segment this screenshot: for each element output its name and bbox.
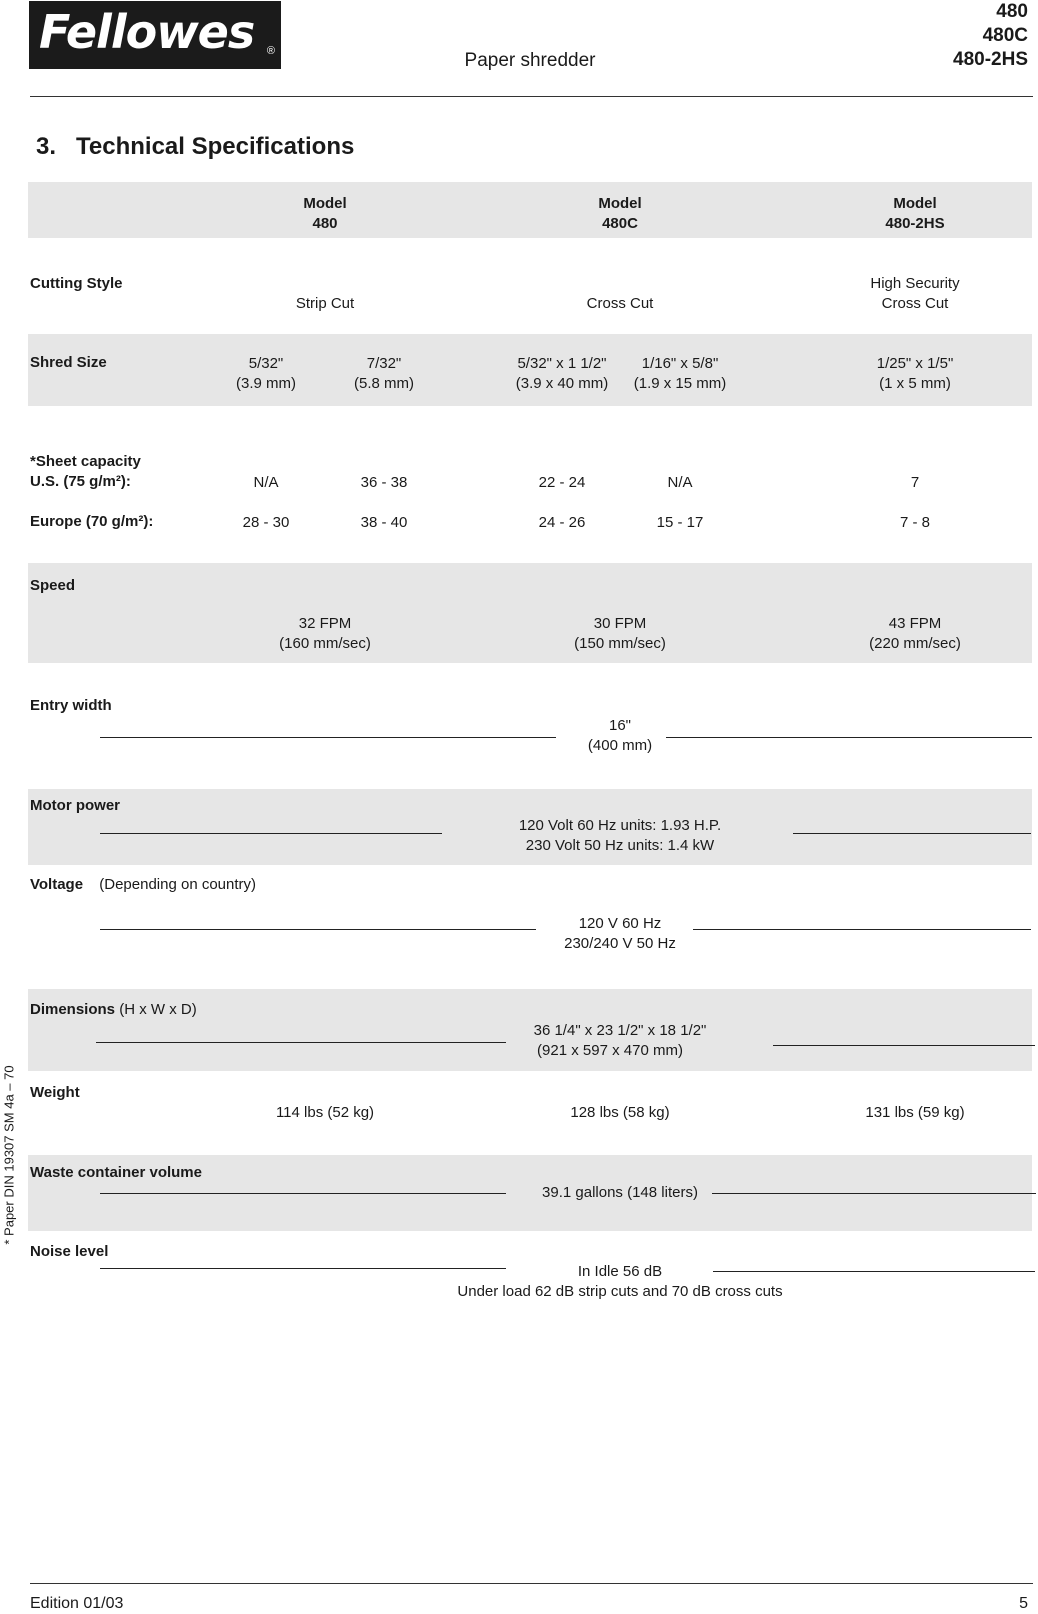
model-480: 480: [996, 1, 1028, 22]
noise-label: Noise level: [30, 1243, 109, 1260]
edition: Edition 01/03: [30, 1595, 124, 1612]
weight-480-2hs: 131 lbs (59 kg): [865, 1104, 965, 1121]
shred-size-in: 5/32" x 1 1/2": [517, 355, 607, 372]
section-title: 3. Technical Specifications: [36, 133, 355, 160]
model-480-2hs: 480-2HS: [953, 49, 1028, 70]
dimensions-line-right: [773, 1045, 1035, 1046]
motor-power-label: Motor power: [30, 797, 120, 814]
cutting-style-line1: High Security: [870, 275, 960, 292]
sheet-eu-480c-a: 24 - 26: [538, 514, 586, 531]
noise-load: Under load 62 dB strip cuts and 70 dB cross cuts: [457, 1283, 783, 1300]
brand-name: Fellowes: [39, 5, 255, 59]
shred-size-in: 5/32": [248, 355, 284, 372]
noise-idle: In Idle 56 dB: [577, 1263, 663, 1280]
shred-size-mm: (3.9 mm): [236, 375, 296, 392]
dimensions-value: [480, 1021, 760, 1061]
col-header-label: Model: [303, 195, 347, 212]
speed-fpm: 30 FPM: [593, 615, 647, 632]
shred-size-480c-b: [610, 354, 750, 394]
shred-size-480-a: [206, 354, 326, 394]
entry-width-line-left: [100, 737, 556, 738]
shred-size-in: 1/25" x 1/5": [876, 355, 954, 372]
side-note: [0, 1040, 18, 1270]
col-header-480c: [520, 194, 720, 234]
waste-line-left: [100, 1193, 506, 1194]
motor-power-line-left: [100, 833, 442, 834]
sheet-capacity-label: *Sheet capacity: [30, 453, 141, 470]
registered-mark: ®: [266, 45, 275, 57]
dimensions-in: 36 1/4" x 23 1/2" x 18 1/2": [533, 1022, 707, 1039]
document-title: Paper shredder: [464, 50, 596, 71]
voltage-label: [30, 876, 256, 893]
header-rule: [30, 96, 1033, 97]
shred-size-mm: (1.9 x 15 mm): [633, 375, 727, 392]
sheet-eu-480-a: 28 - 30: [242, 514, 290, 531]
shred-size-mm: (3.9 x 40 mm): [515, 375, 609, 392]
entry-width-in: 16": [608, 717, 631, 734]
entry-width-line-right: [666, 737, 1032, 738]
shred-size-label: Shred Size: [30, 354, 107, 371]
speed-480: [225, 614, 425, 654]
cutting-style-480-2hs: [815, 274, 1015, 314]
cutting-style-line2: Cross Cut: [881, 295, 949, 312]
dimensions-line-left: [96, 1042, 506, 1043]
voltage-line-right: [693, 929, 1031, 930]
fellowes-logo: [29, 1, 281, 69]
sheet-us-480-a: N/A: [253, 474, 279, 491]
motor-power-value: [470, 816, 770, 856]
sheet-eu-480-2hs: 7 - 8: [899, 514, 930, 531]
dimensions-mm: (921 x 597 x 470 mm): [537, 1042, 683, 1059]
sheet-capacity-eu-label: Europe (70 g/m²):: [30, 513, 154, 530]
shred-size-480-b: [324, 354, 444, 394]
model-480c: 480C: [982, 25, 1028, 46]
sheet-us-480c-a: 22 - 24: [538, 474, 586, 491]
cutting-style-480: Strip Cut: [295, 295, 355, 312]
sheet-eu-480c-b: 15 - 17: [656, 514, 704, 531]
weight-label: Weight: [30, 1084, 80, 1101]
noise-value: [400, 1262, 840, 1302]
entry-width-label: Entry width: [30, 697, 112, 714]
waste-line-right: [712, 1193, 1036, 1194]
footer-rule: [30, 1583, 1033, 1584]
voltage-value: [520, 914, 720, 954]
col-header-480: [225, 194, 425, 234]
voltage-us: 120 V 60 Hz: [578, 915, 662, 932]
cutting-style-480c: Cross Cut: [586, 295, 654, 312]
motor-power-us: 120 Volt 60 Hz units: 1.93 H.P.: [518, 817, 722, 834]
speed-mmsec: (150 mm/sec): [574, 635, 666, 652]
shred-size-mm: (1 x 5 mm): [879, 375, 951, 392]
page-number: 5: [1019, 1595, 1028, 1612]
col-header-label: Model: [893, 195, 937, 212]
dimensions-label: [30, 1001, 197, 1018]
shred-size-mm: (5.8 mm): [354, 375, 414, 392]
side-note-text: * Paper DIN 19307 SM 4a – 70: [1, 1065, 17, 1245]
speed-480-2hs: [815, 614, 1015, 654]
shred-size-480-2hs: [835, 354, 995, 394]
col-header-label: Model: [598, 195, 642, 212]
model-list: [953, 0, 1028, 72]
cutting-style-label: Cutting Style: [30, 275, 123, 292]
voltage-note: (Depending on country): [99, 876, 257, 893]
speed-fpm: 32 FPM: [298, 615, 352, 632]
dimensions-note: (H x W x D): [119, 1001, 197, 1018]
col-header-model: 480: [312, 215, 338, 232]
col-header-model: 480-2HS: [885, 215, 945, 232]
sheet-eu-480-b: 38 - 40: [360, 514, 408, 531]
sheet-capacity-us-label: U.S. (75 g/m²):: [30, 473, 131, 490]
entry-width-mm: (400 mm): [587, 737, 653, 754]
speed-480c: [520, 614, 720, 654]
col-header-480-2hs: [815, 194, 1015, 234]
shred-size-in: 1/16" x 5/8": [641, 355, 719, 372]
motor-power-eu: 230 Volt 50 Hz units: 1.4 kW: [525, 837, 715, 854]
waste-value: 39.1 gallons (148 liters): [542, 1184, 698, 1201]
shred-size-in: 7/32": [366, 355, 402, 372]
speed-mmsec: (220 mm/sec): [869, 635, 961, 652]
voltage-eu: 230/240 V 50 Hz: [564, 935, 676, 952]
dimensions-title: Dimensions: [30, 1001, 116, 1018]
voltage-line-left: [100, 929, 536, 930]
weight-480: 114 lbs (52 kg): [275, 1104, 375, 1121]
sheet-us-480-b: 36 - 38: [360, 474, 408, 491]
voltage-title: Voltage: [30, 876, 84, 893]
col-header-model: 480C: [602, 215, 638, 232]
speed-mmsec: (160 mm/sec): [279, 635, 371, 652]
sheet-us-480c-b: N/A: [667, 474, 693, 491]
weight-480c: 128 lbs (58 kg): [570, 1104, 670, 1121]
motor-power-line-right: [793, 833, 1031, 834]
speed-label: Speed: [30, 577, 76, 594]
entry-width-value: [520, 716, 720, 756]
waste-label: Waste container volume: [30, 1164, 202, 1181]
speed-fpm: 43 FPM: [888, 615, 942, 632]
sheet-us-480-2hs: 7: [910, 474, 920, 491]
